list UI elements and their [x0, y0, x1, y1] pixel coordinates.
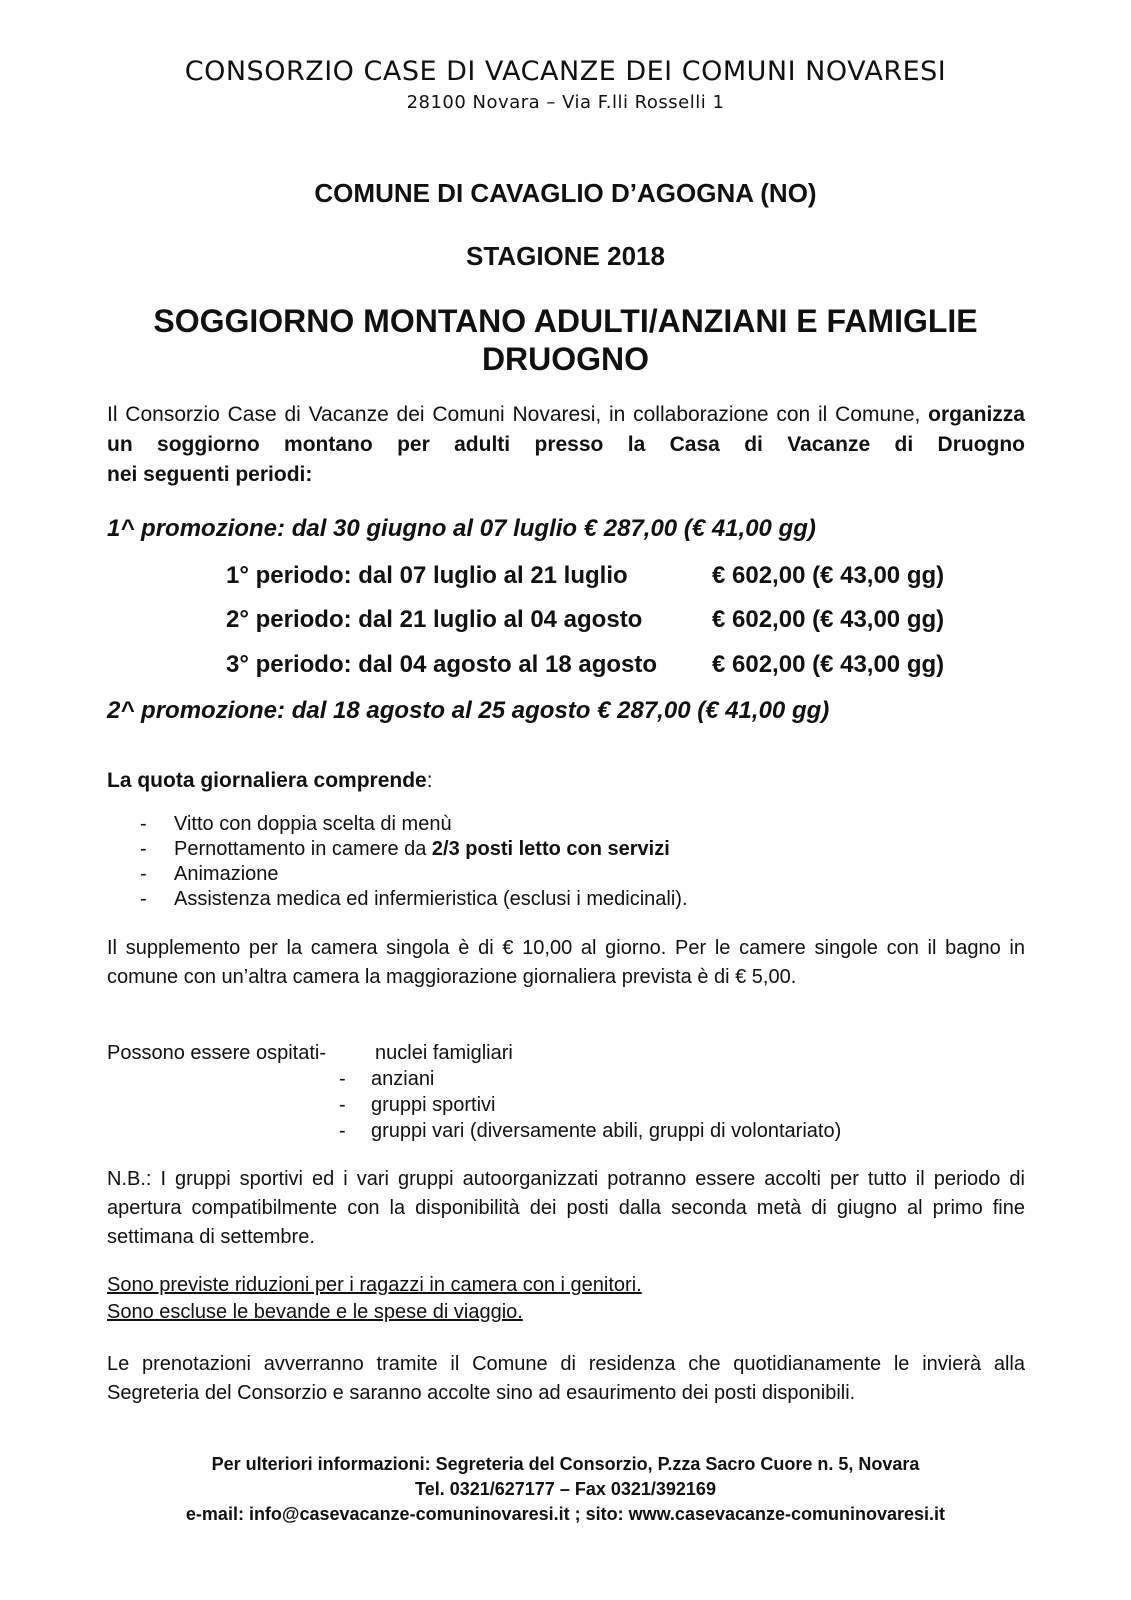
ospiti-item-1: nuclei famigliari: [375, 1042, 513, 1064]
quota-item-2-text: Pernottamento in camere da: [174, 838, 432, 860]
quota-heading-colon: :: [426, 769, 433, 792]
ospiti-row-4: [107, 1118, 842, 1144]
stagione-heading: STAGIONE 2018: [466, 241, 665, 271]
ospiti-row-2: [107, 1066, 435, 1092]
ospiti-section: [107, 1040, 842, 1144]
intro-paragraph: [107, 400, 1025, 490]
quota-item-1: Vitto con doppia scelta di menù: [174, 813, 452, 835]
list-dash: -: [140, 838, 147, 860]
footer-email-site: e-mail: info@casevacanze-comuninovaresi.it ; sito: www.casevacanze-comuninovaresi.it: [185, 1504, 946, 1524]
quota-heading: [107, 766, 1025, 796]
intro-text: Il Consorzio Case di Vacanze dei Comuni Novaresi, in collaborazione con il Comune,: [107, 403, 921, 426]
note-escluse: Sono escluse le bevande e le spese di viaggio.: [107, 1301, 523, 1323]
org-address: 28100 Novara – Via F.lli Rosselli 1: [406, 92, 725, 113]
periodo-3-dates: 3° periodo: dal 04 agosto al 18 agosto: [226, 651, 658, 678]
promo-1: 1^ promozione: dal 30 giugno al 07 luglio € 287,00 (€ 41,00 gg): [107, 515, 816, 542]
periodo-2-dates: 2° periodo: dal 21 luglio al 04 agosto: [226, 606, 643, 633]
periodo-3: [226, 651, 945, 679]
periodo-1: [226, 562, 945, 590]
list-dash: -: [339, 1094, 346, 1116]
footer-info: Per ulteriori informazioni: Segreteria del Consorzio, P.zza Sacro Cuore n. 5, Novara: [211, 1454, 920, 1474]
ospiti-row-1: [107, 1040, 513, 1066]
intro-bold-1: organizza un soggiorno montano per adulti presso la Casa di Vacanze di Druogno: [107, 403, 1025, 456]
list-dash: -: [140, 863, 147, 885]
periodo-2-price: € 602,00 (€ 43,00 gg): [712, 606, 945, 633]
comune-heading: COMUNE DI CAVAGLIO D’AGOGNA (NO): [314, 178, 817, 208]
quota-item-4: Assistenza medica ed infermieristica (esclusi i medicinali).: [174, 888, 688, 910]
ospiti-item-3: gruppi sportivi: [371, 1094, 496, 1116]
list-dash: -: [140, 813, 147, 835]
supplemento-paragraph: Il supplemento per la camera singola è di € 10,00 al giorno. Per le camere singole con il bagno in comune con un’altra camera la maggiorazione giornaliera prevista è di € 5,00.: [107, 937, 1025, 988]
ospiti-item-2: anziani: [371, 1068, 435, 1090]
title-line-2: DRUOGNO: [481, 341, 650, 377]
note-riduzioni: Sono previste riduzioni per i ragazzi in camera con i genitori.: [107, 1274, 642, 1296]
nb-paragraph: N.B.: I gruppi sportivi ed i vari gruppi autoorganizzati potranno essere accolti per tutto il periodo di apertura compatibilmente con la disponibilità dei posti dalla seconda metà di giugno al primo fine settimana di settembre.: [107, 1168, 1025, 1248]
footer-phone: Tel. 0321/627177 – Fax 0321/392169: [415, 1479, 716, 1499]
quota-heading-text: La quota giornaliera comprende: [107, 769, 427, 792]
intro-bold-2: nei seguenti periodi:: [107, 463, 313, 486]
promo-2: 2^ promozione: dal 18 agosto al 25 agosto € 287,00 (€ 41,00 gg): [107, 697, 830, 724]
list-dash: -: [339, 1068, 346, 1090]
quota-item-2: [174, 837, 670, 862]
list-dash: -: [339, 1120, 346, 1142]
quota-item-3: Animazione: [174, 863, 279, 885]
ospiti-item-4: gruppi vari (diversamente abili, gruppi di volontariato): [371, 1120, 842, 1142]
org-name: CONSORZIO CASE DI VACANZE DEI COMUNI NOVARESI: [184, 56, 947, 87]
periodo-1-dates: 1° periodo: dal 07 luglio al 21 luglio: [226, 562, 628, 589]
ospiti-row-3: [107, 1092, 496, 1118]
prenotazioni-paragraph: Le prenotazioni avverranno tramite il Comune di residenza che quotidianamente le invierà alla Segreteria del Consorzio e saranno accolte sino ad esaurimento dei posti disponibili.: [107, 1353, 1025, 1404]
periodo-3-price: € 602,00 (€ 43,00 gg): [712, 651, 945, 678]
title-line-1: SOGGIORNO MONTANO ADULTI/ANZIANI E FAMIGLIE: [153, 303, 978, 339]
document-title: [0, 302, 1131, 378]
periodo-1-price: € 602,00 (€ 43,00 gg): [712, 562, 945, 589]
ospiti-label: Possono essere ospitati-: [107, 1042, 327, 1064]
quota-item-2-bold: 2/3 posti letto con servizi: [431, 838, 670, 860]
list-dash: -: [140, 888, 147, 910]
periodo-2: [226, 606, 945, 634]
notes: [107, 1272, 1025, 1326]
footer-contacts: [0, 1452, 1131, 1527]
